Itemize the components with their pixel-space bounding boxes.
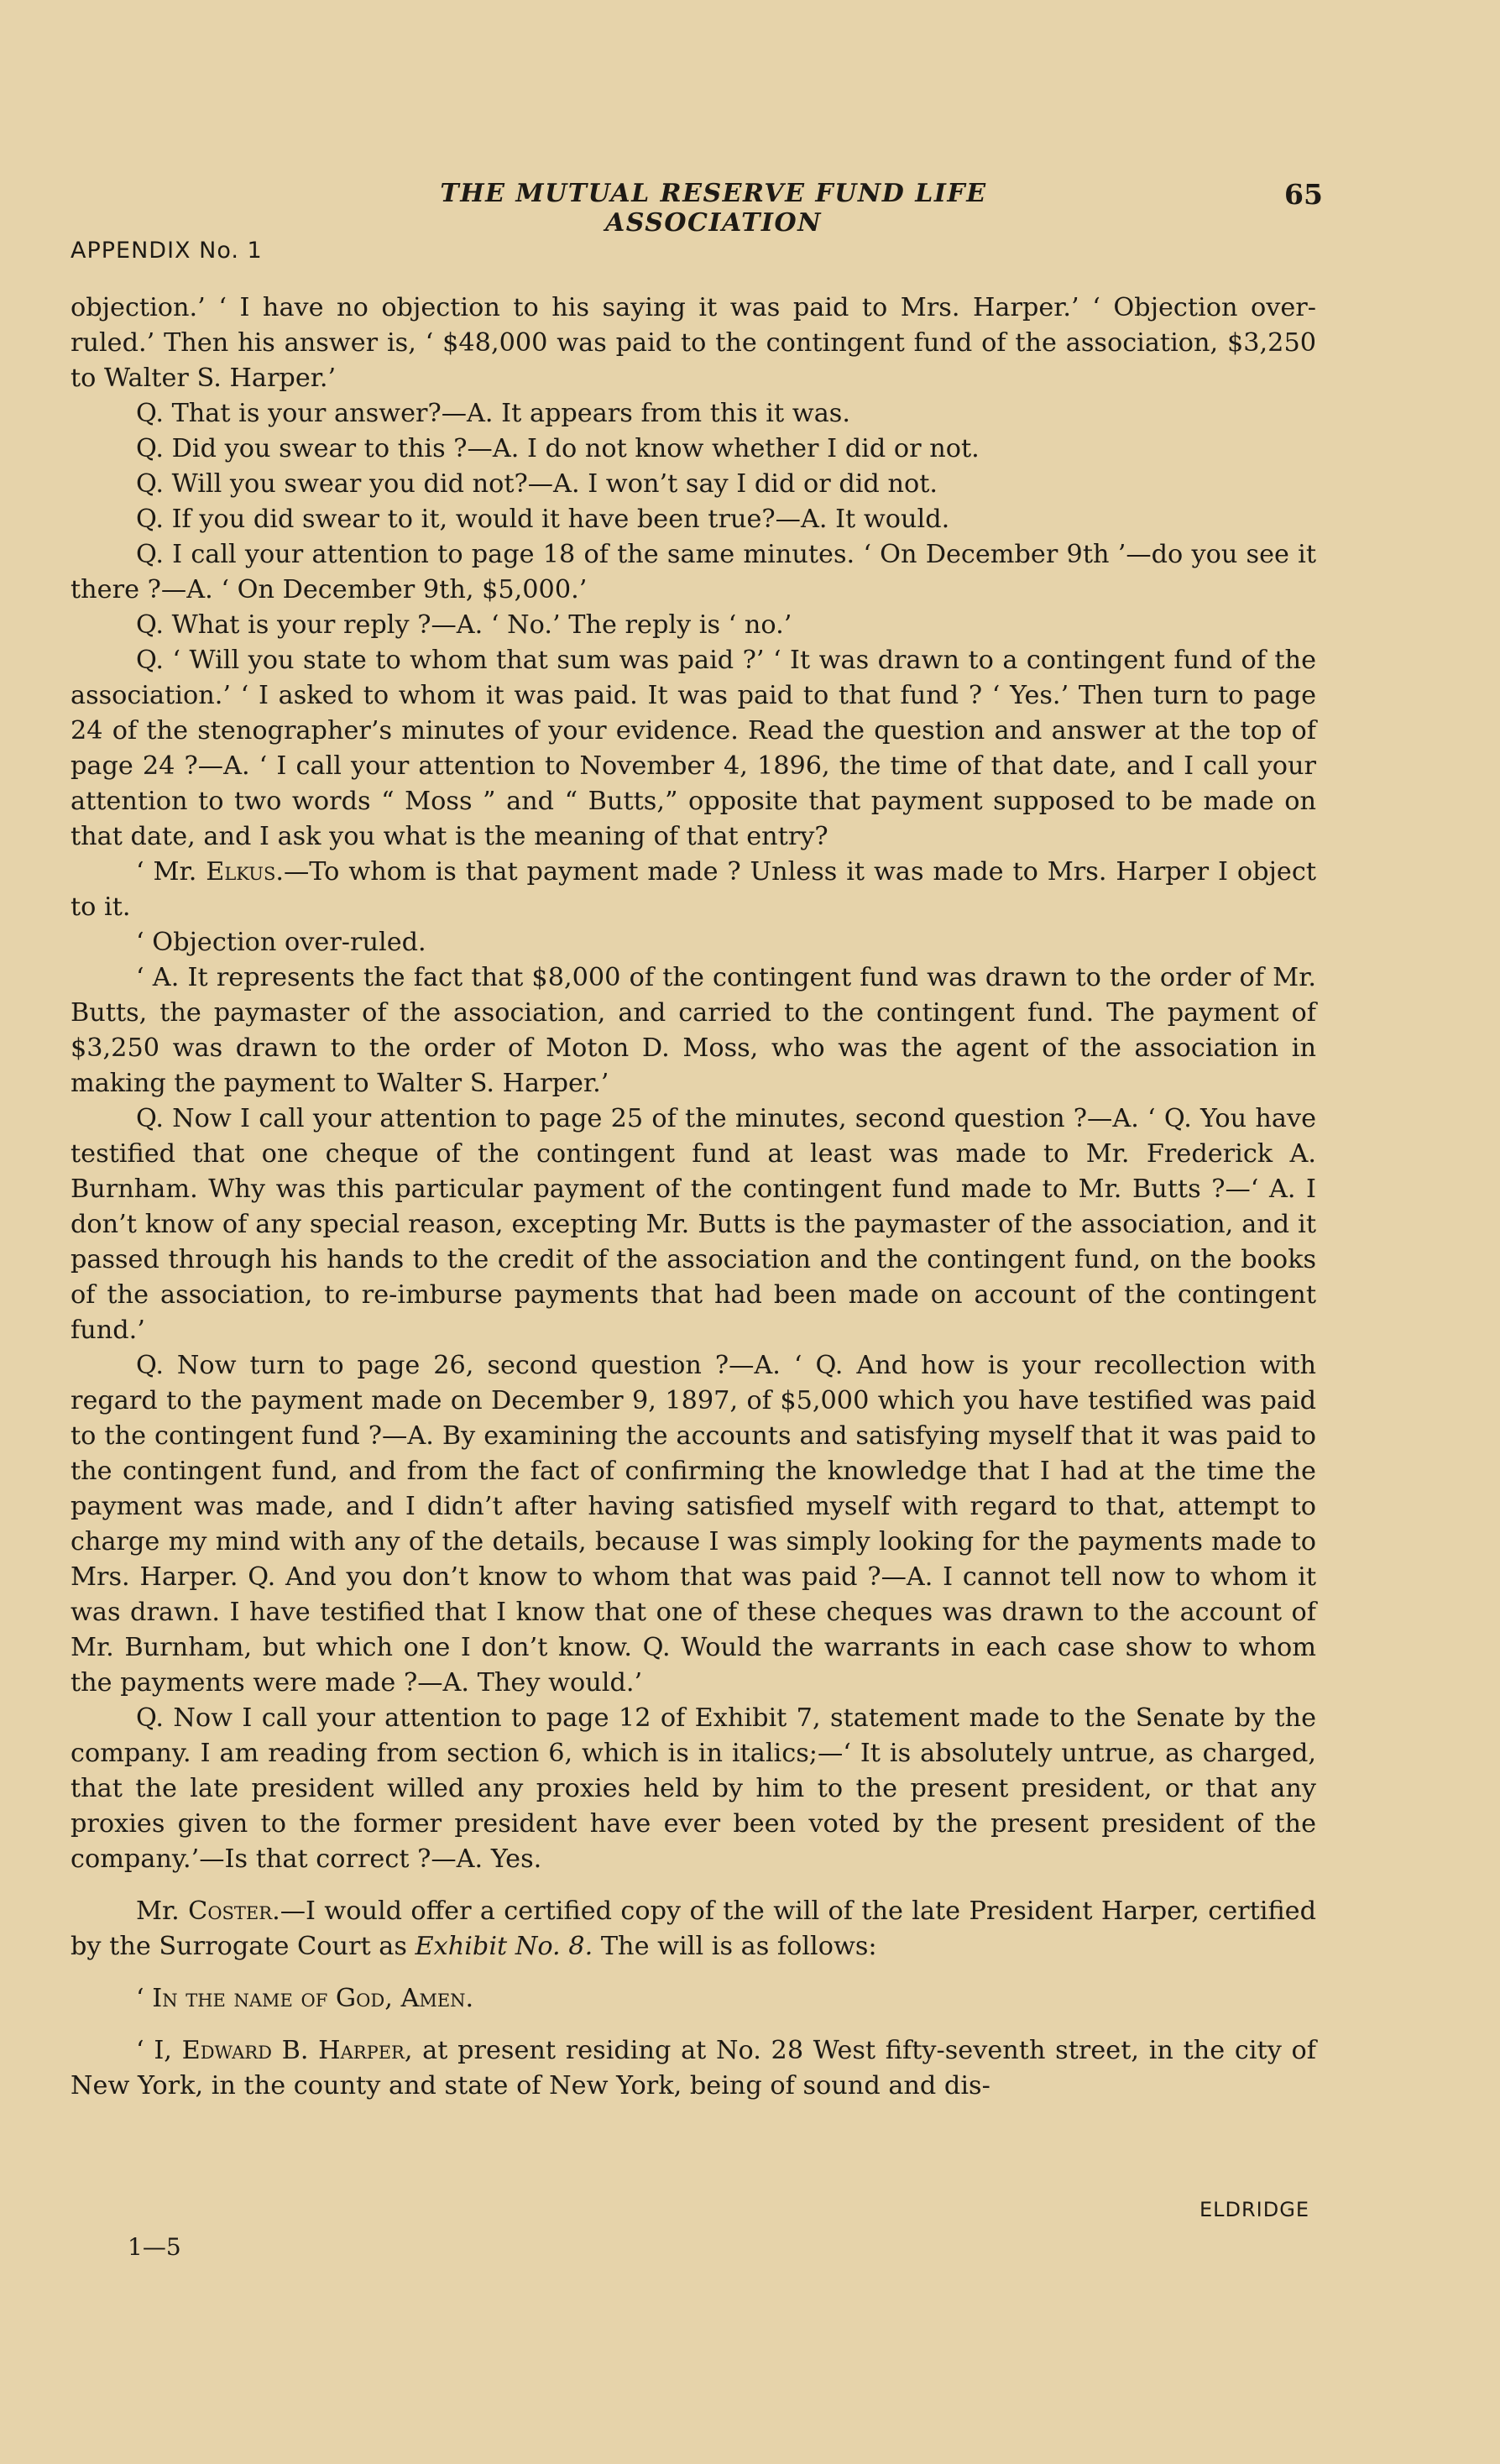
speaker-name: Coster <box>188 1896 273 1926</box>
paragraph: ‘ A. It represents the fact that $8,000 of the contingent fund was drawn to the order of Mr. Butts, the paymaster of the association, and carried to the contingent fund. The payment of $3,250 was drawn to the order of Moton D. Moss, who was the agent of the association in making the payment to Walter S. Harper.’ <box>71 963 1316 1098</box>
paragraph: Q. Now I call your attention to page 25 of the minutes, second question ?—A. ‘ Q. You have testified that one cheque of the contingent fund at least was made to Mr. Frederick A. Burnham. Why was this particular payment of the contingent fund made to Mr. Butts ?—‘ A. I don’t know of any special reason, excepting Mr. Butts is the paymaster of the association, and it passed through his hands to the credit of the association and the contingent fund, on the books of the association, to re-imburse payments that had been made on account of the contingent fund.’ <box>71 1104 1316 1345</box>
paragraph <box>71 2033 1316 2104</box>
text-span: Mr. <box>136 1896 189 1926</box>
exhibit-reference: Exhibit No. 8. <box>415 1932 593 1961</box>
testator-name: Edward B. Harper <box>181 2036 405 2065</box>
text-span: ‘ I, <box>136 2036 182 2065</box>
page-number: 65 <box>1284 178 1323 211</box>
paragraph: Q. Now I call your attention to page 12 of Exhibit 7, statement made to the Senate by the company. I am reading from section 6, which is in italics;—‘ It is absolutely untrue, as charged, that the late president willed any proxies held by him to the present president, or that any proxies given to the former president have ever been voted by the present president of the company.’—Is that correct ?—A. Yes. <box>71 1703 1316 1874</box>
text-span: .—To whom is that payment made ? Unless it was made to Mrs. Harper I object to it. <box>71 857 1316 922</box>
text-span: The will is as follows: <box>593 1932 877 1961</box>
paragraph: Q. What is your reply ?—A. ‘ No.’ The reply is ‘ no.’ <box>136 610 792 640</box>
paragraph: Q. ‘ Will you state to whom that sum was paid ?’ ‘ It was drawn to a contingent fund of the association.’ ‘ I asked to whom it was paid. It was paid to that fund ? ‘ Yes.’ Then turn to page 24 of the stenographer’s minutes of your evidence. Read the question and answer at the top of page 24 ?—A. ‘ I call your attention to November 4, 1896, the time of that date, and I call your attention to two words “ Moss ” and “ Butts,” opposite that payment supposed to be made on that date, and I ask you what is the meaning of that entry? <box>71 646 1316 851</box>
will-invocation: ‘ In the name of God, Amen. <box>136 1984 474 2013</box>
body-text <box>71 290 1316 2104</box>
paragraph <box>71 1894 1316 1964</box>
paragraph: Q. I call your attention to page 18 of the same minutes. ‘ On December 9th ’—do you see it there ?—A. ‘ On December 9th, $5,000.’ <box>71 540 1316 604</box>
catchword: ELDRIDGE <box>1199 2198 1309 2221</box>
paragraph: objection.’ ‘ I have no objection to his saying it was paid to Mrs. Harper.’ ‘ Objection over-ruled.’ Then his answer is, ‘ $48,000 was paid to the contingent fund of the association, $3,250 to Walter S. Harper.’ <box>71 293 1316 393</box>
text-span: ‘ Mr. <box>136 857 206 887</box>
paragraph: Q. If you did swear to it, would it have been true?—A. It would. <box>136 505 950 534</box>
signature-mark: 1—5 <box>128 2233 181 2261</box>
paragraph: Q. Did you swear to this ?—A. I do not know whether I did or not. <box>136 434 980 463</box>
paragraph: Q. Will you swear you did not?—A. I won’t say I did or did not. <box>136 469 938 499</box>
speaker-name: Elkus <box>206 857 276 887</box>
paragraph: Q. Now turn to page 26, second question ?—A. ‘ Q. And how is your recollection with regard to the payment made on December 9, 1897, of $5,000 which you have testified was paid to the contingent fund ?—A. By examining the accounts and satisfying myself that it was paid to the contingent fund, and from the fact of confirming the knowledge that I had at the time the payment was made, and I didn’t after having satisfied myself with regard to that, attempt to charge my mind with any of the details, because I was simply looking for the payments made to Mrs. Harper. Q. And you don’t know to whom that was paid ?—A. I cannot tell now to whom it was drawn. I have testified that I know that one of these cheques was drawn to the account of Mr. Burnham, but which one I don’t know. Q. Would the warrants in each case show to whom the payments were made ?—A. They would.’ <box>71 1351 1316 1698</box>
paragraph <box>71 855 1316 925</box>
text-span: , at present residing at No. 28 West fifty-seventh street, in the city of New York, in the county and state of New York, being of sound and dis- <box>71 2036 1316 2100</box>
paragraph: Q. That is your answer?—A. It appears from this it was. <box>136 399 850 428</box>
paragraph: ‘ Objection over-ruled. <box>136 928 426 957</box>
appendix-label: APPENDIX No. 1 <box>71 238 263 264</box>
text-span: .—I would offer a certified copy of the will of the late President Harper, certified by the Surrogate Court as <box>71 1896 1317 1961</box>
running-title: THE MUTUAL RESERVE FUND LIFE ASSOCIATION <box>440 179 987 238</box>
